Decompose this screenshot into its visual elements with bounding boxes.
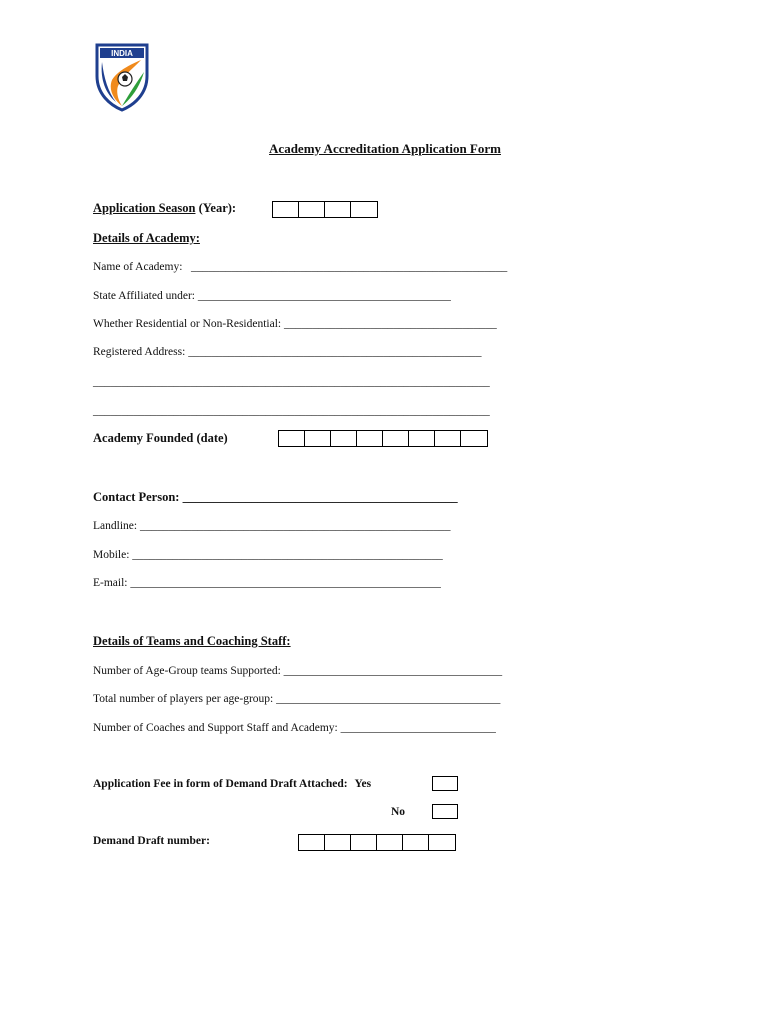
coaches-label: Number of Coaches and Support Staff and Academy:: [93, 722, 338, 734]
season-year-cell[interactable]: [273, 202, 299, 217]
founded-date-cell[interactable]: [331, 431, 357, 446]
fee-no-checkbox[interactable]: [432, 804, 458, 819]
founded-date-cell[interactable]: [279, 431, 305, 446]
svg-text:INDIA: INDIA: [111, 49, 133, 58]
state-row: [93, 289, 451, 303]
draft-number-cell[interactable]: [377, 835, 403, 850]
coaches-row: [93, 721, 496, 735]
residential-field[interactable]: _____________________________________: [281, 318, 497, 330]
fee-no-label: No: [391, 806, 406, 818]
teams-field[interactable]: ______________________________________: [280, 665, 503, 677]
founded-label: Academy Founded (date): [93, 431, 228, 445]
academy-name-field[interactable]: _______________________________________________________: [182, 261, 508, 273]
draft-number-cell[interactable]: [325, 835, 351, 850]
address-line-3[interactable]: _____________________________________________________________________: [93, 405, 490, 417]
teams-label: Number of Age-Group teams Supported:: [93, 665, 281, 677]
residential-row: [93, 317, 497, 331]
email-label: E-mail:: [93, 577, 128, 589]
form-title: Academy Accreditation Application Form: [269, 141, 501, 156]
address-field[interactable]: ___________________________________________________: [185, 346, 482, 358]
aiff-logo-icon: [94, 42, 150, 112]
founded-date-cell[interactable]: [435, 431, 461, 446]
fee-row: [93, 777, 371, 791]
state-field[interactable]: ____________________________________________: [194, 290, 451, 302]
mobile-label: Mobile:: [93, 549, 130, 561]
founded-date-cell[interactable]: [409, 431, 435, 446]
email-field[interactable]: ______________________________________________________: [127, 577, 441, 589]
academy-name-label: Name of Academy:: [93, 261, 183, 273]
season-year-cell[interactable]: [299, 202, 325, 217]
contact-person-field[interactable]: ____________________________________________: [179, 490, 458, 504]
address-line-2[interactable]: _____________________________________________________________________: [93, 376, 490, 388]
draft-label: Demand Draft number:: [93, 835, 210, 847]
residential-label: Whether Residential or Non-Residential:: [93, 318, 282, 330]
landline-label: Landline:: [93, 520, 138, 532]
teams-row: [93, 664, 502, 678]
season-label-suffix: (Year):: [195, 201, 237, 215]
players-label: Total number of players per age-group:: [93, 693, 274, 705]
season-year-cell[interactable]: [325, 202, 351, 217]
address-row: [93, 345, 481, 359]
season-year-boxes[interactable]: [272, 201, 378, 218]
season-label: [93, 201, 236, 215]
mobile-field[interactable]: ______________________________________________________: [129, 549, 443, 561]
mobile-row: [93, 548, 443, 562]
academy-heading: Details of Academy:: [93, 231, 200, 245]
players-field[interactable]: _______________________________________: [273, 693, 501, 705]
season-label-main: Application Season: [93, 201, 196, 215]
landline-field[interactable]: ______________________________________________________: [137, 520, 451, 532]
address-label: Registered Address:: [93, 346, 186, 358]
fee-yes-label: Yes: [354, 778, 372, 790]
founded-date-cell[interactable]: [357, 431, 383, 446]
contact-person-label: Contact Person:: [93, 490, 180, 504]
draft-number-cell[interactable]: [299, 835, 325, 850]
landline-row: [93, 519, 450, 533]
draft-number-cell[interactable]: [351, 835, 377, 850]
draft-number-cell[interactable]: [403, 835, 429, 850]
draft-number-boxes[interactable]: [298, 834, 456, 851]
email-row: [93, 576, 441, 590]
season-year-cell[interactable]: [351, 202, 377, 217]
founded-date-boxes[interactable]: [278, 430, 488, 447]
founded-date-cell[interactable]: [383, 431, 409, 446]
fee-label: Application Fee in form of Demand Draft Attached:: [93, 778, 348, 790]
players-row: [93, 692, 500, 706]
draft-number-cell[interactable]: [429, 835, 455, 850]
founded-date-cell[interactable]: [305, 431, 331, 446]
founded-date-cell[interactable]: [461, 431, 487, 446]
state-label: State Affiliated under:: [93, 290, 195, 302]
coaches-field[interactable]: ___________________________: [337, 722, 496, 734]
fee-yes-checkbox[interactable]: [432, 776, 458, 791]
teams-heading: Details of Teams and Coaching Staff:: [93, 634, 291, 648]
academy-name-row: [93, 260, 507, 274]
contact-person-row: [93, 490, 458, 504]
